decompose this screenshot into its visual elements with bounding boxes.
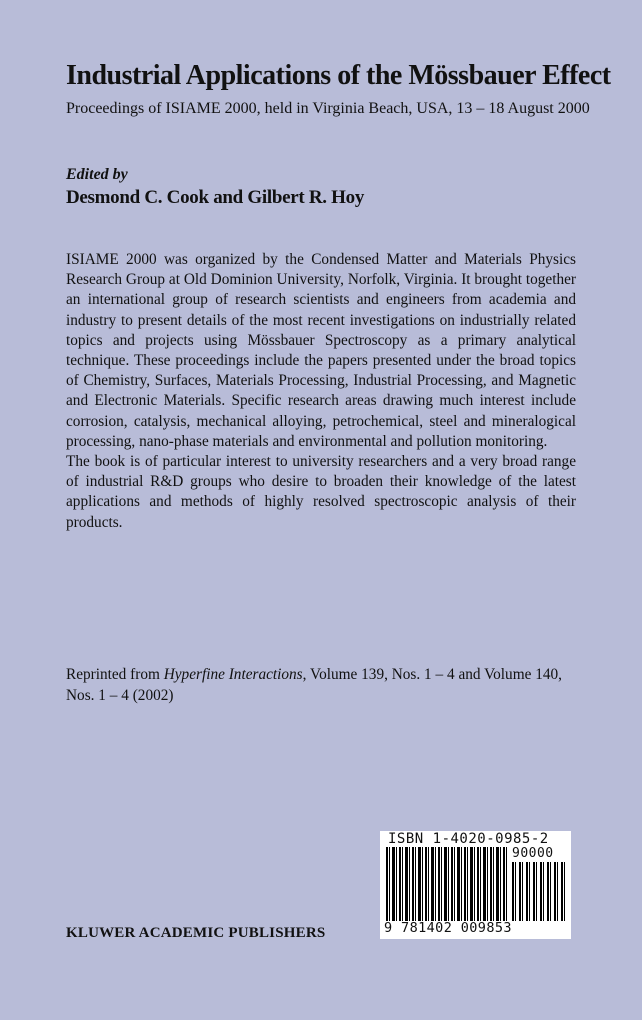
reprint-prefix: Reprinted from <box>66 666 164 683</box>
reprint-suffix: , Volume 139, Nos. 1 – 4 and Volume 140, Nos. 1 – 4 (2002) <box>66 666 562 704</box>
journal-name: Hyperfine Interactions <box>163 666 303 683</box>
book-description <box>66 250 576 533</box>
book-subtitle: Proceedings of ISIAME 2000, held in Virginia Beach, USA, 13 – 18 August 2000 <box>66 100 590 117</box>
editors: Desmond C. Cook and Gilbert R. Hoy <box>66 187 365 208</box>
price-barcode-bars <box>512 862 566 921</box>
publisher-name: KLUWER ACADEMIC PUBLISHERS <box>66 925 326 941</box>
price-code: 90000 <box>512 846 554 861</box>
isbn-number: ISBN 1-4020-0985-2 <box>388 831 549 847</box>
book-title: Industrial Applications of the Mössbauer Effect <box>66 60 611 91</box>
reprint-note <box>66 665 576 706</box>
edited-by-label: Edited by <box>66 166 128 183</box>
description-paragraph: ISIAME 2000 was organized by the Condensed Matter and Materials Physics Research Group at Old Dominion University, Norfolk, Virginia. It brought together an international group of research scientists and engineers from academia and industry to present details of the most recent investigations on industrially related topics and projects using Mössbauer Spectroscopy as a primary analytical technique. These proceedings include the papers presented under the broad topics of Chemistry, Surfaces, Materials Processing, Industrial Processing, and Magnetic and Electronic Materials. Specific research areas drawing much interest include corrosion, catalysis, mechanical alloying, petrochemical, steel and mineralogical processing, nano-phase materials and environmental and pollution monitoring. <box>66 251 576 450</box>
barcode-bars <box>386 847 508 921</box>
ean-number: 9 781402 009853 <box>384 920 512 936</box>
barcode <box>380 831 571 939</box>
description-paragraph: The book is of particular interest to university researchers and a very broad range of industrial R&D groups who desire to broaden their knowledge of the latest applications and methods of highly resolved spectroscopic analysis of their products. <box>66 453 576 531</box>
